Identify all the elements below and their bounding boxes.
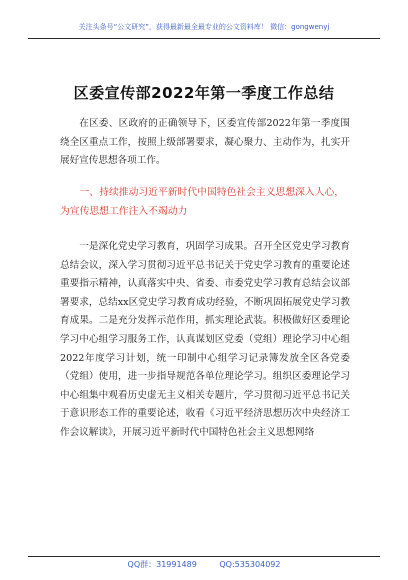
footer-qq: QQ:535304092 [219, 560, 281, 569]
footer-divider [28, 556, 380, 557]
intro-paragraph [60, 115, 350, 171]
section-1-paragraph [60, 238, 350, 443]
section-heading-1 [60, 184, 350, 221]
document-title: 区委宣传部2022年第一季度工作总结 [73, 84, 335, 102]
header-banner: 关注头条号“公文研究”，获得最新最全最专业的公文资料库！ 微信：gongwenyj [78, 23, 330, 31]
footer [0, 559, 408, 570]
footer-qq-group: QQ群：31991489 [127, 560, 197, 569]
section-heading-text: 一、持续推动习近平新时代中国特色社会主义思想深入人心，为宣传思想工作注入不竭动力 [60, 187, 345, 217]
section-1-text: 一是深化党史学习教育，巩固学习成果。召开全区党史学习教育总结会议，深入学习贯彻习近平总书记关于党史学习教育的重要论述重要指示精神，认真落实中央、省委、市委党史学习教育总结会议部署要求，总结xx区党史学习教育成功经验，不断巩固拓展党史学习教育成果。二是充分发挥示范作用，抓实理论武装。积极做好区委理论学习中心组学习服务工作，认真谋划区党委（党组）理论学习中心组2022年度学习计划，统一印制中心组学习记录簿发放全区各党委（党组）使用，进一步指导规范各单位理论学习。组织区委理论学习中心组集中观看历史虚无主义相关专题片，学习贯彻习近平总书记关于意识形态工作的重要论述，收看《习近平经济思想历次中央经济工作会议解读》，开展习近平新时代中国特色社会主义思想网络 [60, 241, 350, 438]
intro-text: 在区委、区政府的正确领导下，区委宣传部2022年第一季度围绕全区重点工作，按照上级部署要求，凝心聚力、主动作为，扎实开展好宣传思想各项工作。 [60, 118, 350, 167]
header-divider [28, 38, 380, 39]
